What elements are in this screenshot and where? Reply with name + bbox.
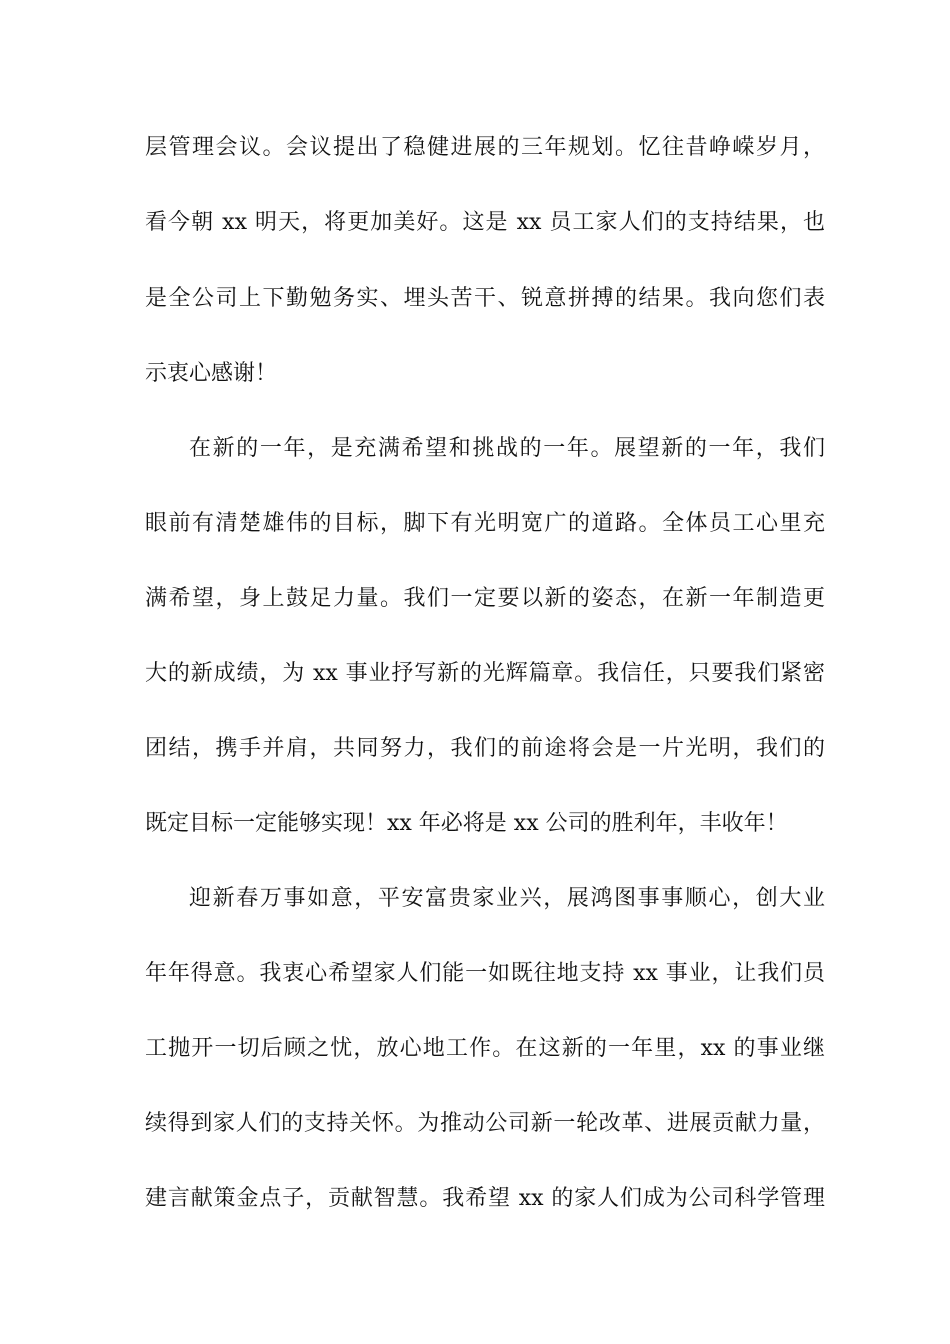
text-line: 示衷心感谢！ <box>145 361 278 386</box>
text-line: 团结，携手并肩，共同努力，我们的前途将会是一片光明，我们的 <box>145 736 825 761</box>
paragraph-first-line: 迎新春万事如意，平安富贵家业兴，展鸿图事事顺心，创大业 <box>189 886 825 911</box>
text-line: 眼前有清楚雄伟的目标，脚下有光明宽广的道路。全体员工心里充 <box>145 511 825 536</box>
text-line: 年年得意。我衷心希望家人们能一如既往地支持 xx 事业，让我们员 <box>145 961 825 986</box>
text-line: 看今朝 xx 明天，将更加美好。这是 xx 员工家人们的支持结果，也 <box>145 210 825 235</box>
paragraph-first-line: 在新的一年，是充满希望和挑战的一年。展望新的一年，我们 <box>189 436 825 461</box>
text-line: 是全公司上下勤勉务实、埋头苦干、锐意拼搏的结果。我向您们表 <box>145 286 825 311</box>
text-line: 建言献策金点子，贡献智慧。我希望 xx 的家人们成为公司科学管理 <box>145 1186 825 1211</box>
text-line: 工抛开一切后顾之忧，放心地工作。在这新的一年里，xx 的事业继 <box>145 1036 825 1061</box>
text-line: 大的新成绩，为 xx 事业抒写新的光辉篇章。我信任，只要我们紧密 <box>145 661 825 686</box>
text-line: 层管理会议。会议提出了稳健进展的三年规划。忆往昔峥嵘岁月， <box>145 135 825 160</box>
text-line: 既定目标一定能够实现！xx 年必将是 xx 公司的胜利年，丰收年！ <box>145 811 788 836</box>
text-line: 满希望，身上鼓足力量。我们一定要以新的姿态，在新一年制造更 <box>145 586 825 611</box>
text-line: 续得到家人们的支持关怀。为推动公司新一轮改革、进展贡献力量， <box>145 1111 825 1136</box>
